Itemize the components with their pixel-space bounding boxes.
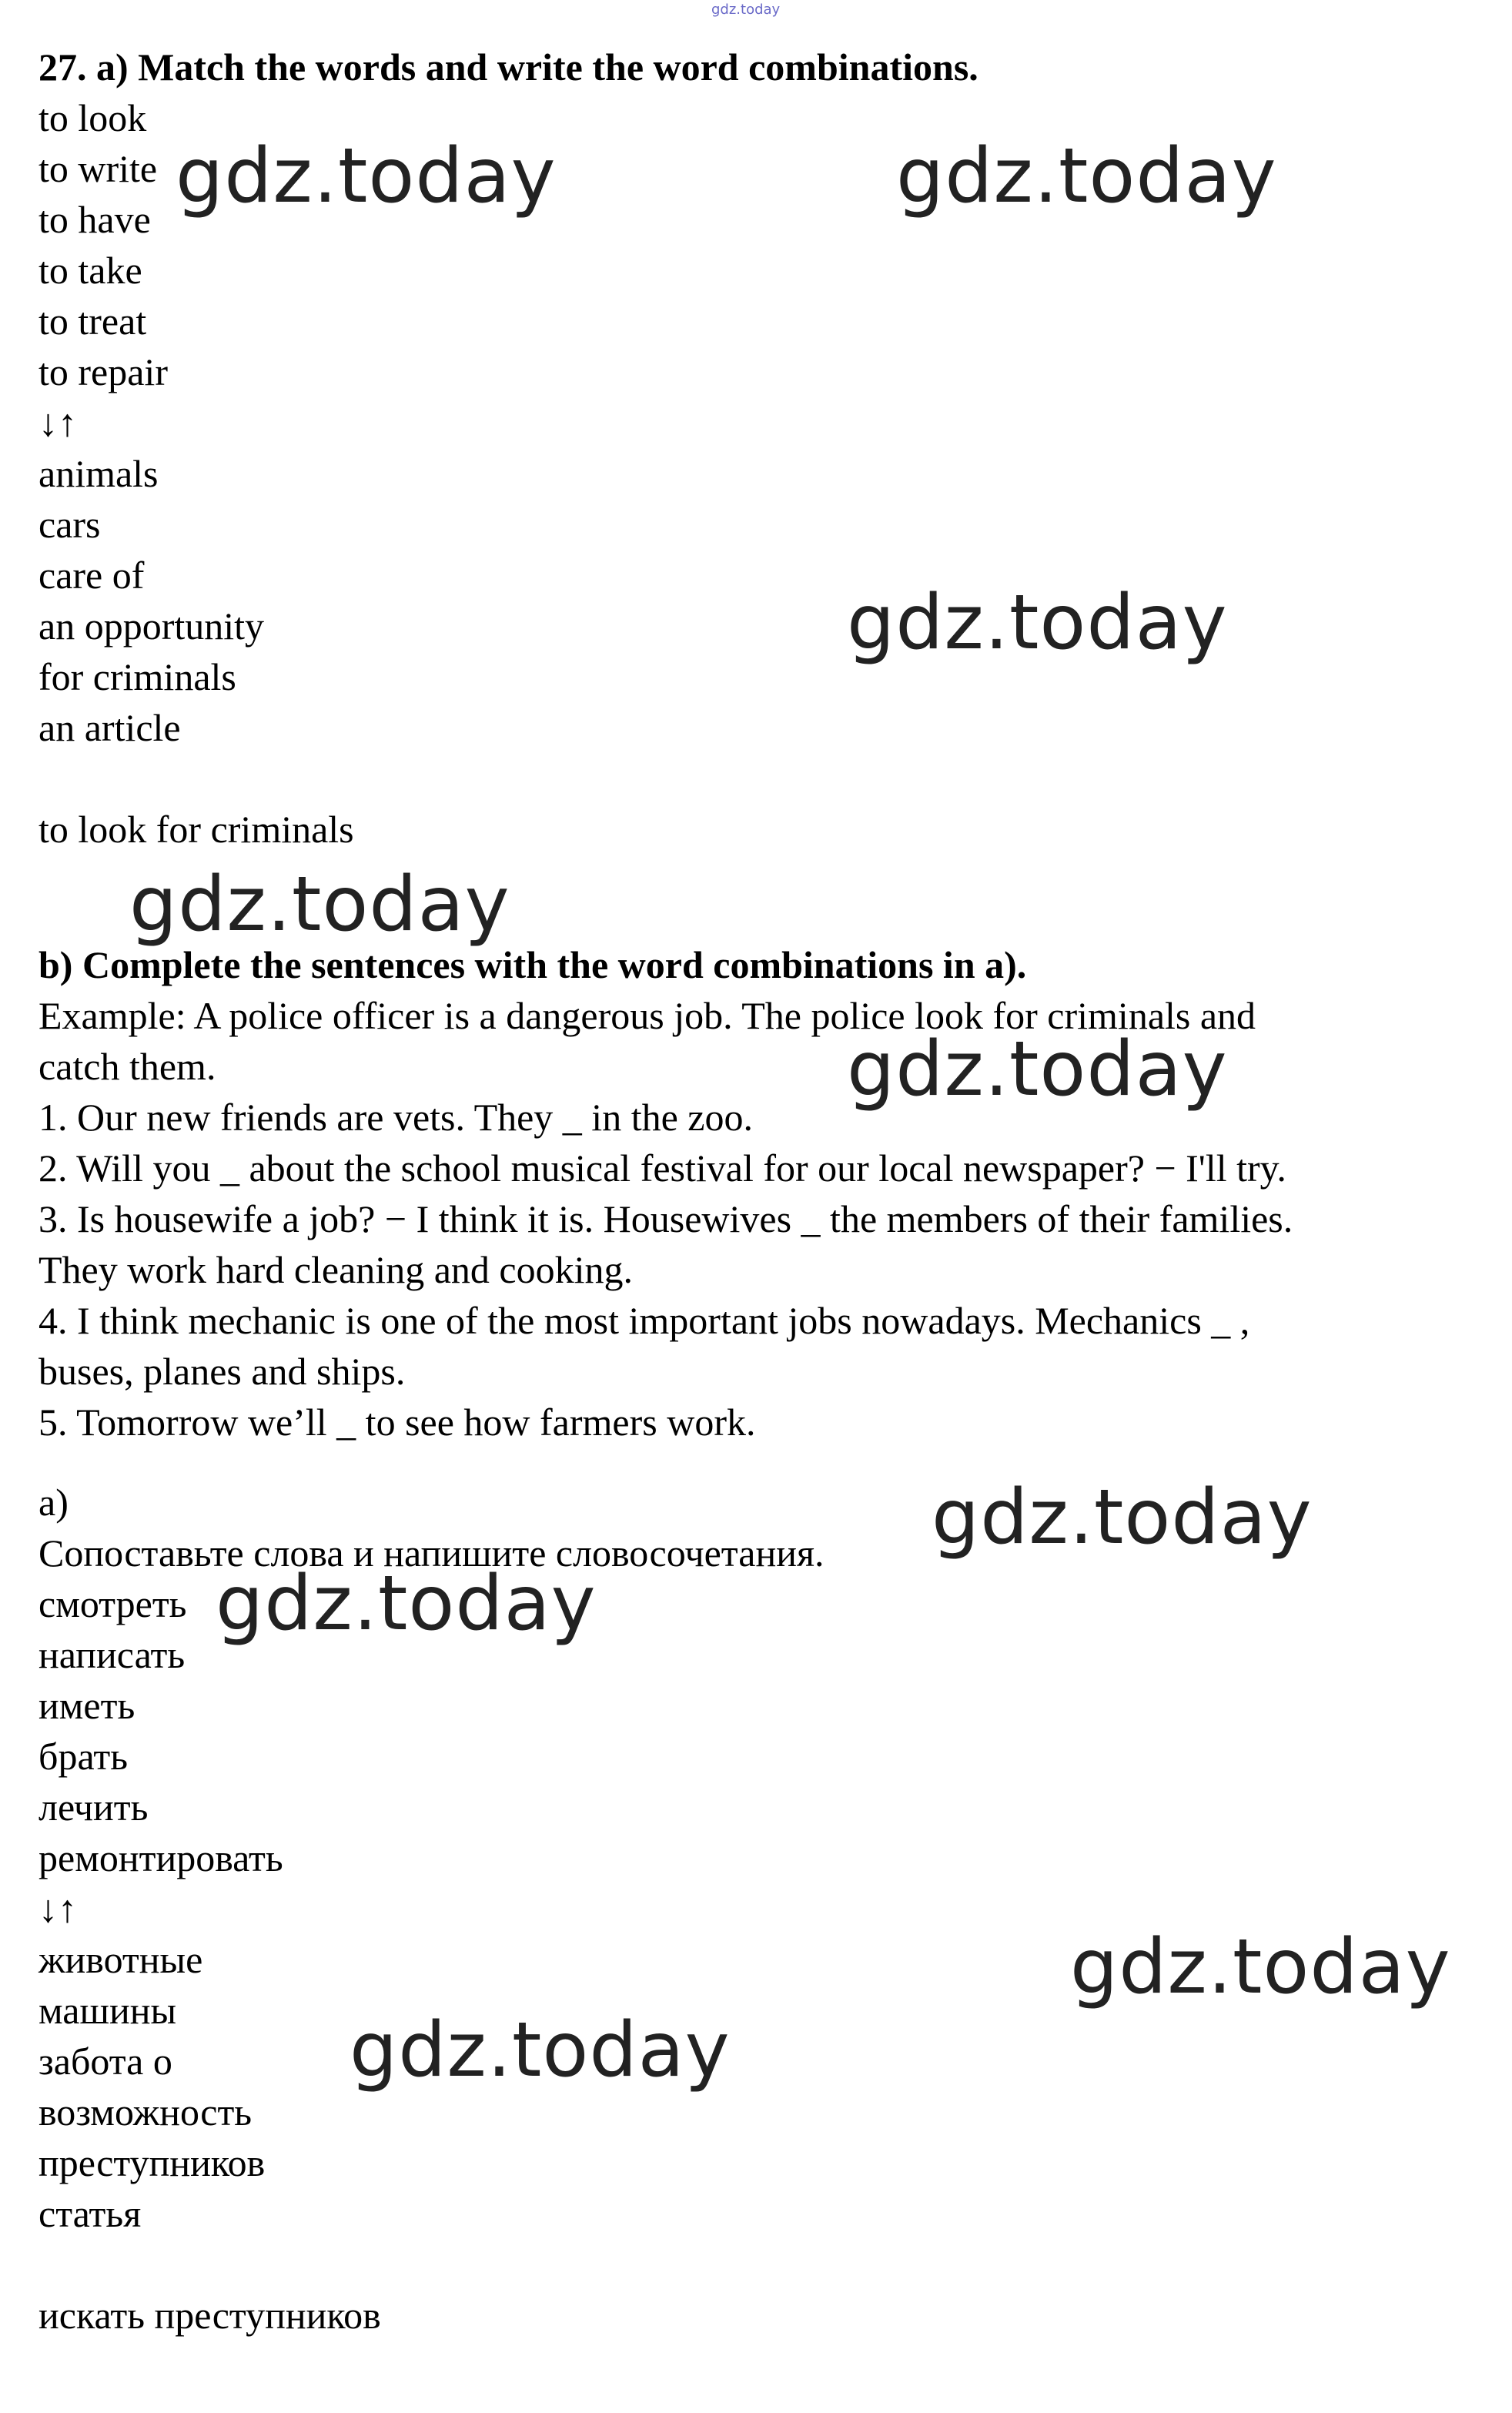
verb-item: to repair <box>38 350 168 393</box>
verb-item: to write <box>38 147 158 190</box>
verb-item: to have <box>38 198 151 241</box>
translation-verb-item: ремонтировать <box>38 1836 283 1879</box>
translation-verb-item: брать <box>38 1735 128 1778</box>
translation-verb-item: иметь <box>38 1684 135 1727</box>
verb-item: to look <box>38 96 147 139</box>
translation-noun-item: возможность <box>38 2090 253 2134</box>
translation-instruction: Сопоставьте слова и напишите словосочетания. <box>38 1531 825 1575</box>
translation-label: a) <box>38 1481 69 1524</box>
translation-noun-item: статья <box>38 2192 142 2235</box>
sentence-3-cont: They work hard cleaning and cooking. <box>38 1248 633 1291</box>
translation-verb-item: смотреть <box>38 1582 187 1625</box>
watermark: gdz.today <box>350 2006 731 2094</box>
verb-item: to treat <box>38 300 147 343</box>
watermark: gdz.today <box>216 1560 597 1648</box>
noun-item: cars <box>38 503 101 546</box>
example-sentence-cont: catch them. <box>38 1045 216 1088</box>
translation-verb-item: лечить <box>38 1785 149 1829</box>
sentence-2: 2. Will you _ about the school musical festival for our local newspaper? − I'll try. <box>38 1146 1286 1190</box>
watermark: gdz.today <box>896 132 1277 220</box>
noun-item: for criminals <box>38 655 236 698</box>
example-sentence: Example: A police officer is a dangerous job. The police look for criminals and <box>38 994 1256 1037</box>
watermark: gdz.today <box>1070 1923 1451 2011</box>
translation-noun-item: преступников <box>38 2141 266 2184</box>
sentence-1: 1. Our new friends are vets. They _ in the zoo. <box>38 1096 753 1139</box>
translation-noun-item: забота о <box>38 2040 172 2083</box>
sentence-5: 5. Tomorrow we’ll _ to see how farmers work. <box>38 1401 756 1444</box>
translation-example-answer: искать преступников <box>38 2294 381 2337</box>
watermark: gdz.today <box>176 132 557 220</box>
example-answer: to look for criminals <box>38 808 354 851</box>
noun-item: an opportunity <box>38 604 265 648</box>
match-arrows: ↓↑ <box>38 401 77 444</box>
watermark: gdz.today <box>932 1474 1313 1561</box>
verb-item: to take <box>38 249 142 292</box>
watermark: gdz.today <box>847 579 1228 667</box>
sentence-4-cont: buses, planes and ships. <box>38 1350 406 1393</box>
watermark: gdz.today <box>129 861 510 949</box>
translation-noun-item: животные <box>38 1938 203 1981</box>
noun-item: care of <box>38 554 145 597</box>
noun-item: animals <box>38 452 159 495</box>
translation-noun-item: машины <box>38 1989 177 2032</box>
sentence-4: 4. I think mechanic is one of the most important jobs nowadays. Mechanics _ , <box>38 1299 1250 1342</box>
exercise-heading-a: 27. a) Match the words and write the word combinations. <box>38 45 978 89</box>
sentence-3: 3. Is housewife a job? − I think it is. Housewives _ the members of their families. <box>38 1197 1293 1240</box>
exercise-heading-b: b) Complete the sentences with the word combinations in a). <box>38 943 1027 986</box>
header-watermark: gdz.today <box>711 2 781 18</box>
watermark: gdz.today <box>847 1026 1228 1113</box>
translation-verb-item: написать <box>38 1633 186 1676</box>
noun-item: an article <box>38 706 181 749</box>
translation-arrows: ↓↑ <box>38 1887 77 1930</box>
